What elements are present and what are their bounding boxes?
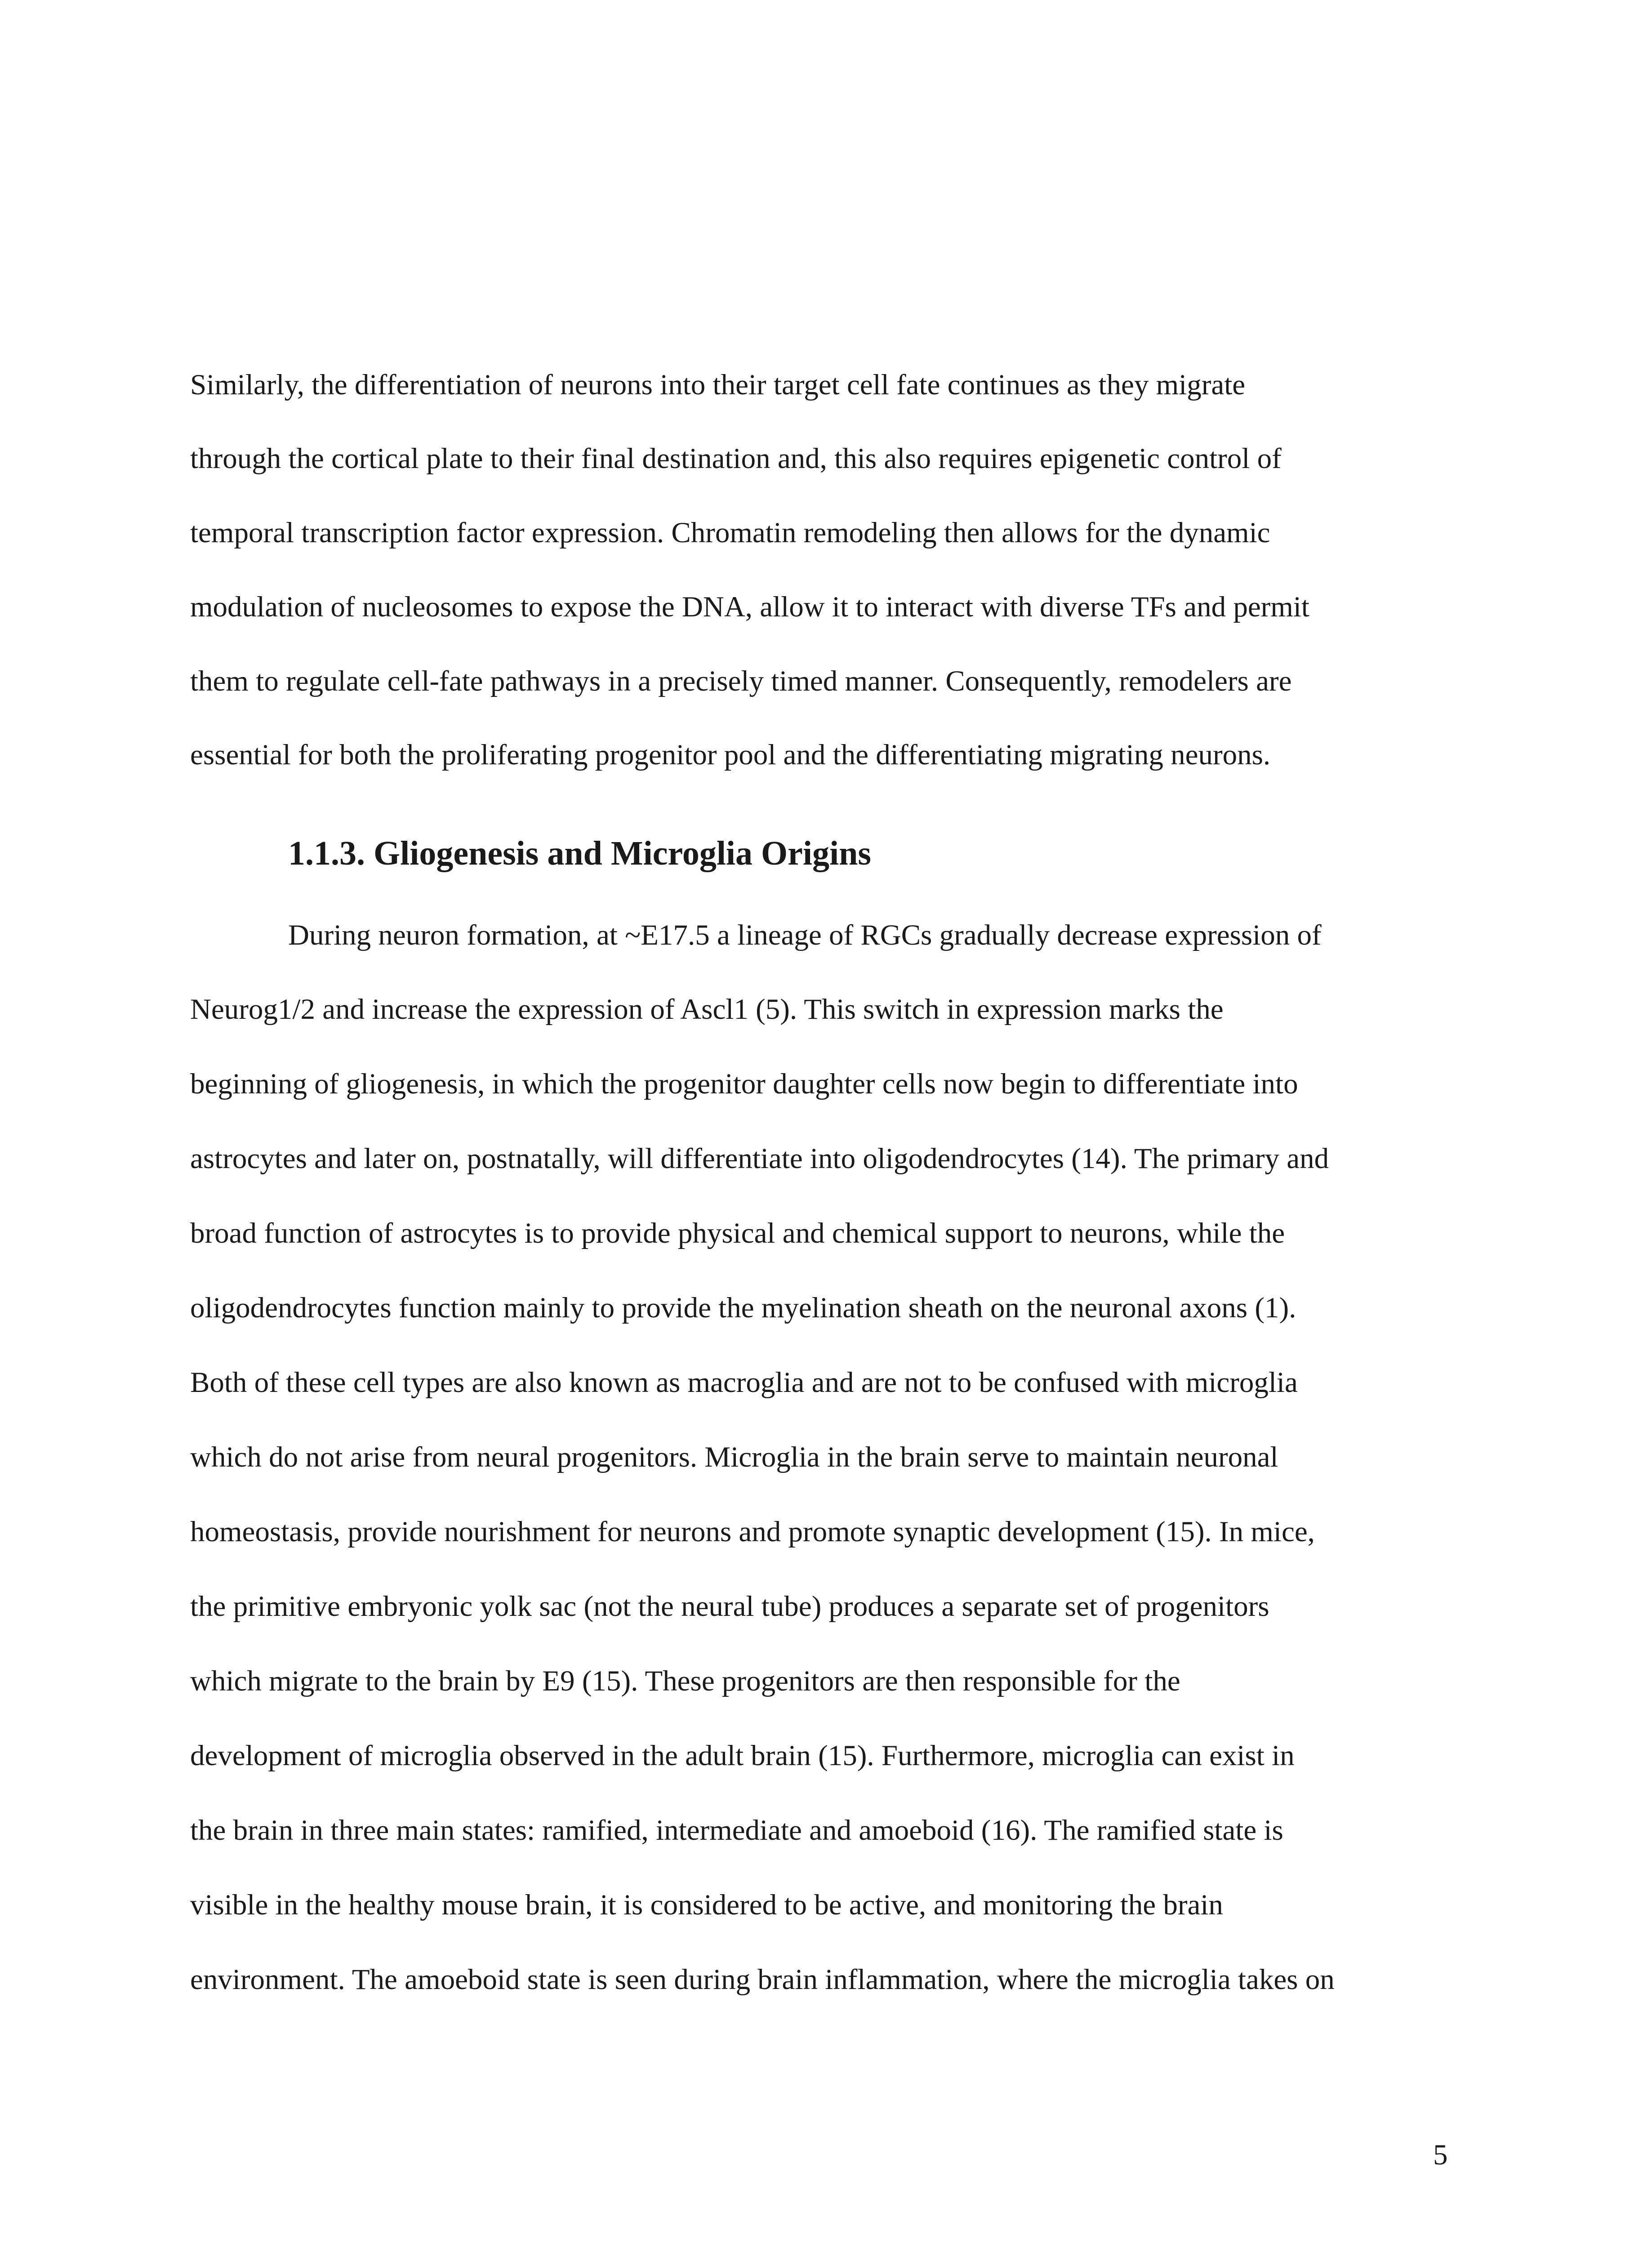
paragraph-2-line-11: which migrate to the brain by E9 (15). These progenitors are then responsible for the [190, 1665, 1180, 1697]
page-number: 5 [1433, 2139, 1448, 2171]
paragraph-1-line-4: modulation of nucleosomes to expose the DNA, allow it to interact with diverse TFs and permit [190, 591, 1309, 623]
paragraph-2-line-13: the brain in three main states: ramified, intermediate and amoeboid (16). The ramified state is [190, 1814, 1283, 1847]
paragraph-2-line-1: During neuron formation, at ~E17.5 a lineage of RGCs gradually decrease expression of [288, 919, 1322, 951]
section-heading: 1.1.3. Gliogenesis and Microglia Origins [288, 834, 871, 872]
paragraph-1-line-1: Similarly, the differentiation of neurons into their target cell fate continues as they migrate [190, 369, 1246, 401]
paragraph-2-line-6: oligodendrocytes function mainly to provide the myelination sheath on the neuronal axons (1). [190, 1292, 1296, 1324]
paragraph-2-line-9: homeostasis, provide nourishment for neurons and promote synaptic development (15). In mice, [190, 1516, 1315, 1548]
paragraph-2-line-15: environment. The amoeboid state is seen during brain inflammation, where the microglia takes on [190, 1963, 1335, 1996]
paragraph-2-line-4: astrocytes and later on, postnatally, will differentiate into oligodendrocytes (14). The primary and [190, 1142, 1329, 1175]
paragraph-2-line-3: beginning of gliogenesis, in which the progenitor daughter cells now begin to differentiate into [190, 1068, 1298, 1100]
paragraph-2-line-7: Both of these cell types are also known as macroglia and are not to be confused with microglia [190, 1366, 1298, 1399]
paragraph-1-line-2: through the cortical plate to their final destination and, this also requires epigenetic control of [190, 442, 1282, 475]
paragraph-1-line-5: them to regulate cell-fate pathways in a precisely timed manner. Consequently, remodelers are [190, 665, 1292, 697]
paragraph-2-line-8: which do not arise from neural progenitors. Microglia in the brain serve to maintain neuronal [190, 1441, 1278, 1473]
paragraph-2-line-10: the primitive embryonic yolk sac (not the neural tube) produces a separate set of progenitors [190, 1590, 1269, 1623]
paragraph-2-line-2: Neurog1/2 and increase the expression of Ascl1 (5). This switch in expression marks the [190, 993, 1224, 1026]
paragraph-2-line-5: broad function of astrocytes is to provide physical and chemical support to neurons, while the [190, 1217, 1285, 1249]
paragraph-2-line-14: visible in the healthy mouse brain, it is considered to be active, and monitoring the brain [190, 1889, 1223, 1921]
paragraph-1-line-6: essential for both the proliferating progenitor pool and the differentiating migrating neurons. [190, 739, 1271, 771]
paragraph-1-line-3: temporal transcription factor expression. Chromatin remodeling then allows for the dynamic [190, 517, 1270, 549]
paragraph-2-line-12: development of microglia observed in the adult brain (15). Furthermore, microglia can exist in [190, 1740, 1295, 1772]
